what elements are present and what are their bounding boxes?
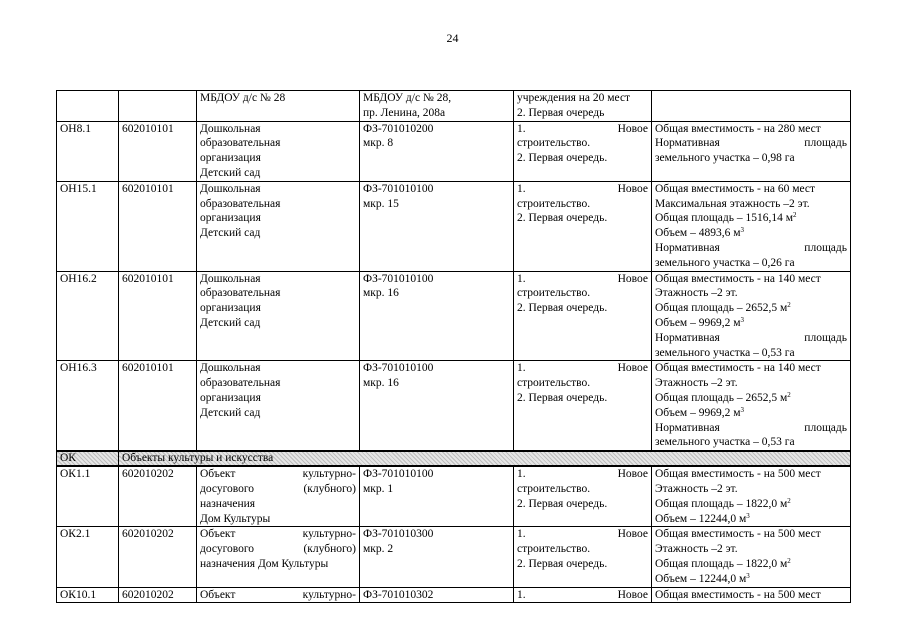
cell-params-word: площадь <box>804 421 847 434</box>
cell-name-line <box>200 467 356 482</box>
planned-objects-table <box>56 90 851 603</box>
cell-name-line: Детский сад <box>200 166 261 179</box>
cell-class <box>119 587 197 603</box>
unit-exponent: 2 <box>793 211 797 220</box>
cell-params-line: Общая вместимость - на 500 мест <box>655 528 821 541</box>
cell-status-line: 2. Первая очередь. <box>517 391 608 404</box>
cell-params-line: Общая вместимость - на 500 мест <box>655 588 821 601</box>
cell-zone-line: пр. Ленина, 208а <box>363 106 446 119</box>
cell-name <box>197 361 360 451</box>
cell-code <box>57 527 119 587</box>
section-title: Объекты культуры и искусства <box>119 451 851 466</box>
cell-params <box>652 91 851 122</box>
cell-status-word: Новое <box>617 588 648 601</box>
cell-params-text: Объем – 4893,6 м <box>655 227 741 240</box>
cell-name-line <box>200 542 356 557</box>
cell-code <box>57 361 119 451</box>
cell-zone <box>360 466 514 527</box>
cell-name-line <box>200 482 356 497</box>
cell-name-word: культурно- <box>302 588 356 601</box>
cell-params <box>652 527 851 587</box>
cell-status-line <box>517 588 648 603</box>
cell-params-line <box>655 391 847 406</box>
table-row <box>57 121 851 181</box>
cell-params-line <box>655 497 847 512</box>
cell-status-word: 1. <box>517 272 526 285</box>
cell-zone-line: МБДОУ д/с № 28, <box>363 92 452 104</box>
cell-name <box>197 91 360 122</box>
unit-exponent: 2 <box>787 556 791 565</box>
cell-status-line: учреждения на 20 мест <box>517 92 631 104</box>
cell-status-line: строительство. <box>517 137 591 150</box>
cell-name-word: Объект <box>200 528 236 541</box>
class-code: 602010202 <box>122 588 174 601</box>
class-code: 602010202 <box>122 528 174 541</box>
cell-status-line: строительство. <box>517 482 591 495</box>
unit-exponent: 2 <box>787 390 791 399</box>
cell-params-line <box>655 406 847 421</box>
cell-name-line: Детский сад <box>200 227 261 240</box>
cell-params-line: земельного участка – 0,53 га <box>655 346 795 359</box>
cell-status-word: Новое <box>617 272 648 285</box>
cell-name-line: МБДОУ д/с № 28 <box>200 92 286 104</box>
table-row <box>57 361 851 451</box>
cell-zone-line: мкр. 8 <box>363 137 394 150</box>
cell-name <box>197 587 360 603</box>
cell-status-line: строительство. <box>517 543 591 556</box>
cell-zone <box>360 121 514 181</box>
cell-name-word: (клубного) <box>303 482 356 495</box>
cell-status-line: строительство. <box>517 197 591 210</box>
cell-name <box>197 527 360 587</box>
cell-status-word: 1. <box>517 362 526 375</box>
cell-name-line: организация <box>200 152 261 165</box>
cell-params-line: Общая вместимость - на 280 мест <box>655 122 821 135</box>
cell-params-line: Общая вместимость - на 140 мест <box>655 272 821 285</box>
cell-zone-line: мкр. 1 <box>363 482 394 495</box>
cell-params-line: Общая вместимость - на 140 мест <box>655 362 821 375</box>
cell-status <box>514 271 652 361</box>
table-row <box>57 527 851 587</box>
cell-status-line: 2. Первая очередь. <box>517 152 608 165</box>
cell-params-text: Общая площадь – 1822,0 м <box>655 497 788 510</box>
cell-status-word: 1. <box>517 588 526 601</box>
cell-params-text: Общая площадь – 2652,5 м <box>655 302 788 315</box>
cell-params-line <box>655 241 847 256</box>
object-code: ОН8.1 <box>60 122 91 135</box>
cell-name-word: досугового <box>200 482 255 495</box>
cell-status <box>514 587 652 603</box>
class-code: 602010101 <box>122 182 174 195</box>
cell-status-word: 1. <box>517 468 526 481</box>
cell-zone-line: ФЗ-701010100 <box>363 468 434 481</box>
cell-params-line: земельного участка – 0,98 га <box>655 152 795 165</box>
cell-status-word: Новое <box>617 182 648 195</box>
cell-status-line <box>517 361 648 376</box>
cell-name-word: Объект <box>200 468 236 481</box>
cell-params-line: Общая вместимость - на 60 мест <box>655 182 816 195</box>
cell-params <box>652 181 851 271</box>
cell-params-line <box>655 301 847 316</box>
cell-status <box>514 181 652 271</box>
cell-params-line <box>655 316 847 331</box>
cell-name-line: назначения <box>200 497 256 510</box>
cell-zone <box>360 527 514 587</box>
cell-params-line <box>655 572 847 587</box>
cell-zone-line: ФЗ-701010200 <box>363 122 434 135</box>
cell-params-line: Этажность –2 эт. <box>655 287 738 300</box>
cell-params-line <box>655 421 847 436</box>
object-code: ОН16.2 <box>60 272 97 285</box>
object-code: ОК10.1 <box>60 588 97 601</box>
cell-name <box>197 121 360 181</box>
cell-name-word: Объект <box>200 588 236 601</box>
cell-name-word: культурно- <box>302 468 356 481</box>
cell-class <box>119 91 197 122</box>
cell-name <box>197 466 360 527</box>
cell-status-word: 1. <box>517 122 526 135</box>
cell-status <box>514 121 652 181</box>
cell-name-line: организация <box>200 212 261 225</box>
cell-zone <box>360 181 514 271</box>
cell-params-text: Общая площадь – 1822,0 м <box>655 557 788 570</box>
cell-code <box>57 587 119 603</box>
cell-params <box>652 587 851 603</box>
object-code: ОК2.1 <box>60 528 91 541</box>
cell-params-line: Этажность –2 эт. <box>655 482 738 495</box>
unit-exponent: 3 <box>740 226 744 235</box>
table-row-continued <box>57 91 851 122</box>
cell-zone-line: мкр. 2 <box>363 543 394 556</box>
cell-name-line: Дошкольная <box>200 362 261 375</box>
cell-class <box>119 527 197 587</box>
cell-code <box>57 271 119 361</box>
cell-zone-line: мкр. 16 <box>363 287 399 300</box>
cell-name-line: назначения Дом Культуры <box>200 557 329 570</box>
cell-name-word: культурно- <box>302 528 356 541</box>
cell-name-line <box>200 527 356 542</box>
cell-zone-line: мкр. 15 <box>363 197 399 210</box>
unit-exponent: 2 <box>787 496 791 505</box>
cell-status-word: 1. <box>517 182 526 195</box>
cell-params-text: Объем – 9969,2 м <box>655 316 741 329</box>
cell-params-word: площадь <box>804 331 847 344</box>
class-code: 602010101 <box>122 272 174 285</box>
table-row <box>57 466 851 527</box>
cell-zone <box>360 271 514 361</box>
cell-status-word: Новое <box>617 362 648 375</box>
cell-code <box>57 121 119 181</box>
cell-status-line <box>517 272 648 287</box>
cell-params-word: площадь <box>804 137 847 150</box>
cell-params-text: Общая площадь – 1516,14 м <box>655 212 794 225</box>
cell-params-line <box>655 512 847 527</box>
section-row <box>57 451 851 466</box>
cell-params-word: Нормативная <box>655 421 720 434</box>
object-code: ОК1.1 <box>60 468 91 481</box>
cell-name-line: Дом Культуры <box>200 512 271 525</box>
cell-class <box>119 361 197 451</box>
table-body <box>57 91 851 603</box>
cell-zone <box>360 361 514 451</box>
cell-class <box>119 271 197 361</box>
cell-status-word: Новое <box>617 122 648 135</box>
cell-zone <box>360 91 514 122</box>
cell-params-word: Нормативная <box>655 241 720 254</box>
cell-class <box>119 121 197 181</box>
cell-class <box>119 466 197 527</box>
cell-status-line: строительство. <box>517 287 591 300</box>
cell-status-line: 2. Первая очередь. <box>517 212 608 225</box>
cell-name-line: образовательная <box>200 377 281 390</box>
cell-params <box>652 361 851 451</box>
class-code: 602010101 <box>122 362 174 375</box>
cell-zone-line: ФЗ-701010100 <box>363 272 434 285</box>
cell-status <box>514 91 652 122</box>
cell-status <box>514 527 652 587</box>
cell-name-line: образовательная <box>200 197 281 210</box>
unit-exponent: 3 <box>746 571 750 580</box>
table-row <box>57 587 851 603</box>
cell-zone-line: ФЗ-701010300 <box>363 528 434 541</box>
unit-exponent: 2 <box>787 301 791 310</box>
cell-params-line: земельного участка – 0,53 га <box>655 436 795 449</box>
cell-name <box>197 181 360 271</box>
cell-params-word: Нормативная <box>655 137 720 150</box>
cell-params-line: Максимальная этажность –2 эт. <box>655 197 810 210</box>
unit-exponent: 3 <box>746 511 750 520</box>
table-row <box>57 271 851 361</box>
cell-name-line: образовательная <box>200 137 281 150</box>
cell-status-line <box>517 182 648 197</box>
cell-status-line <box>517 527 648 542</box>
cell-name-line: Детский сад <box>200 316 261 329</box>
cell-status-line: 2. Первая очередь <box>517 106 605 119</box>
cell-status-line: 2. Первая очередь. <box>517 497 608 510</box>
cell-name-line <box>200 588 356 603</box>
cell-name-line: Дошкольная <box>200 182 261 195</box>
cell-status-line <box>517 467 648 482</box>
cell-status-line: 2. Первая очередь. <box>517 557 608 570</box>
cell-name-line: Дошкольная <box>200 272 261 285</box>
cell-params <box>652 466 851 527</box>
cell-name <box>197 271 360 361</box>
cell-name-line: образовательная <box>200 287 281 300</box>
cell-zone-line: ФЗ-701010100 <box>363 362 434 375</box>
cell-name-line: организация <box>200 302 261 315</box>
page-number: 24 <box>446 31 459 45</box>
cell-params-text: Объем – 12244,0 м <box>655 512 747 525</box>
cell-code <box>57 466 119 527</box>
cell-code <box>57 91 119 122</box>
cell-params-word: Нормативная <box>655 331 720 344</box>
cell-params-line <box>655 136 847 151</box>
cell-status <box>514 466 652 527</box>
class-code: 602010202 <box>122 468 174 481</box>
cell-params-line <box>655 331 847 346</box>
cell-zone <box>360 587 514 603</box>
class-code: 602010101 <box>122 122 174 135</box>
cell-status-word: Новое <box>617 468 648 481</box>
cell-status-line: 2. Первая очередь. <box>517 302 608 315</box>
cell-status-word: Новое <box>617 528 648 541</box>
unit-exponent: 3 <box>740 315 744 324</box>
object-code: ОН15.1 <box>60 182 97 195</box>
cell-params-line: Общая вместимость - на 500 мест <box>655 468 821 481</box>
cell-name-line: организация <box>200 391 261 404</box>
cell-params <box>652 121 851 181</box>
section-code: ОК <box>57 451 119 466</box>
cell-params-line: Этажность –2 эт. <box>655 377 738 390</box>
cell-params-line <box>655 226 847 241</box>
cell-code <box>57 181 119 271</box>
cell-class <box>119 181 197 271</box>
cell-name-line: Детский сад <box>200 406 261 419</box>
cell-status <box>514 361 652 451</box>
cell-name-word: досугового <box>200 543 255 556</box>
cell-params-text: Общая площадь – 2652,5 м <box>655 391 788 404</box>
cell-params <box>652 271 851 361</box>
cell-zone-line: ФЗ-701010302 <box>363 588 434 601</box>
cell-name-word: (клубного) <box>303 543 356 556</box>
cell-status-line <box>517 122 648 137</box>
cell-status-line: строительство. <box>517 377 591 390</box>
cell-name-line: Дошкольная <box>200 122 261 135</box>
cell-params-text: Объем – 12244,0 м <box>655 572 747 585</box>
object-code: ОН16.3 <box>60 362 97 375</box>
cell-params-text: Объем – 9969,2 м <box>655 406 741 419</box>
unit-exponent: 3 <box>740 405 744 414</box>
table-row <box>57 181 851 271</box>
cell-status-word: 1. <box>517 528 526 541</box>
cell-params-line <box>655 557 847 572</box>
cell-params-line: земельного участка – 0,26 га <box>655 256 795 269</box>
cell-zone-line: ФЗ-701010100 <box>363 182 434 195</box>
cell-params-line <box>655 211 847 226</box>
cell-params-word: площадь <box>804 241 847 254</box>
cell-params-line: Этажность –2 эт. <box>655 543 738 556</box>
cell-zone-line: мкр. 16 <box>363 377 399 390</box>
